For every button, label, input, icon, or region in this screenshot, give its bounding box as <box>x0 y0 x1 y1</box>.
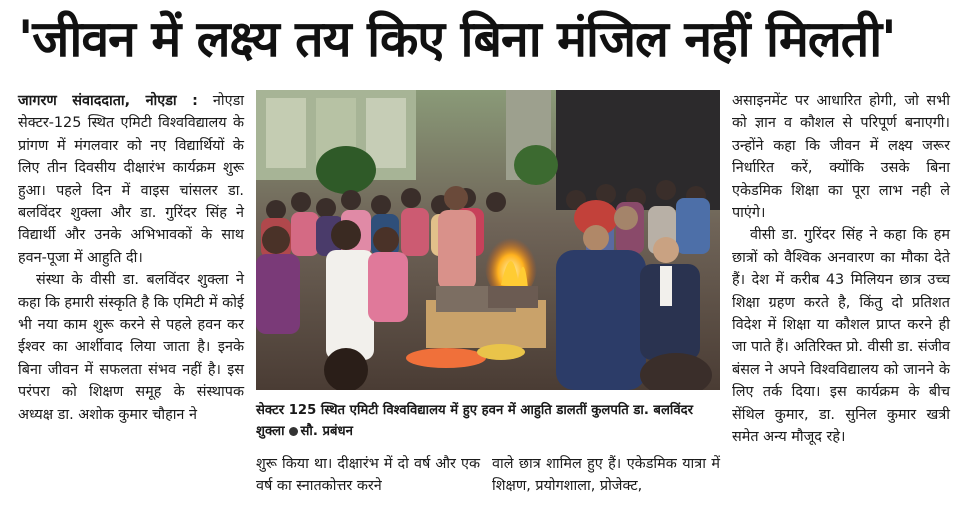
lead-paragraph <box>18 90 244 269</box>
dateline: जागरण संवाददाता, नोएडा : <box>18 93 198 109</box>
havan-ceremony-photo <box>256 90 720 390</box>
photo-caption <box>256 400 720 442</box>
news-photo <box>256 90 720 390</box>
photo-credit: सौ. प्रबंधन <box>300 424 353 439</box>
article-column-2a: शुरू किया था। दीक्षारंभ में दो वर्ष और एक वर्ष का स्नातकोत्तर करने <box>256 456 480 495</box>
body-paragraph: संस्था के वीसी डा. बलविंदर शुक्ला ने कहा कि हमारी संस्कृति है कि एमिटी में कोई भी नया काम शुरू करने से पहले हवन कर ईश्वर का आर्शीवाद लिया जाता है। इनके बिना जीवन में सफलता संभव नहीं है। इस परंपरा को शिक्षण समूह के संस्थापक अध्यक्ष डा. अशोक कुमार चौहान ने <box>18 272 244 423</box>
article-column-3 <box>732 90 950 449</box>
credit-bullet-icon <box>289 427 298 436</box>
lead-paragraph-text: नोएडा सेक्टर-125 स्थित एमिटी विश्वविद्यालय के प्रांगण में मंगलवार को नए विद्यार्थियों के लिए तीन दिवसीय दीक्षारंभ कार्यक्रम शुरू हुआ। पहले दिन में वाइस चांसलर डा. बलविंदर शुक्ला और डा. गुरिंदर सिंह ने विद्यार्थी और उनके अभिभावकों के साथ हवन-पूजा में आहुति दी। <box>18 93 245 266</box>
headline: 'जीवन में लक्ष्य तय किए बिना मंजिल नहीं मिलती' <box>18 10 896 68</box>
article-column-2b: वाले छात्र शामिल हुए हैं। एकेडमिक यात्रा में शिक्षण, प्रयोगशाला, प्रोजेक्ट, <box>492 456 720 495</box>
body-paragraph: असाइनमेंट पर आधारित होगी, जो सभी को ज्ञान व कौशल से परिपूर्ण बनाएगी। उन्होंने कहा कि जीवन में लक्ष्य जरूर निर्धारित करें, क्योंकि उसके बिना एकेडमिक शिक्षा का पूरा लाभ नही ले पाएंगे। <box>732 93 950 222</box>
article-column-1 <box>18 90 244 426</box>
body-paragraph: वीसी डा. गुरिंदर सिंह ने कहा कि हम छात्रों को वैश्विक अनवारण का मौका देते हैं। देश में करीब 43 मिलियन छात्र उच्च शिक्षा ग्रहण करते है, किंतु दो प्रतिशत विदेश में शिक्षा या कौशल प्राप्त करने ही जा पाते हैं। अतिरिक्त प्रो. वीसी डा. संजीव बंसल ने अपने विश्वविद्यालय को जानने के लिए तर्क दिया। इस कार्यक्रम के बीच सेंथिल कुमार, डा. सुनिल कुमार खत्री समेत अन्य मौजूद रहे। <box>732 227 950 446</box>
caption-text: सेक्टर 125 स्थित एमिटी विश्वविद्यालय में हुए हवन में आहुति डालतीं कुलपति डा. बलविंदर शुक्ला <box>256 403 694 439</box>
